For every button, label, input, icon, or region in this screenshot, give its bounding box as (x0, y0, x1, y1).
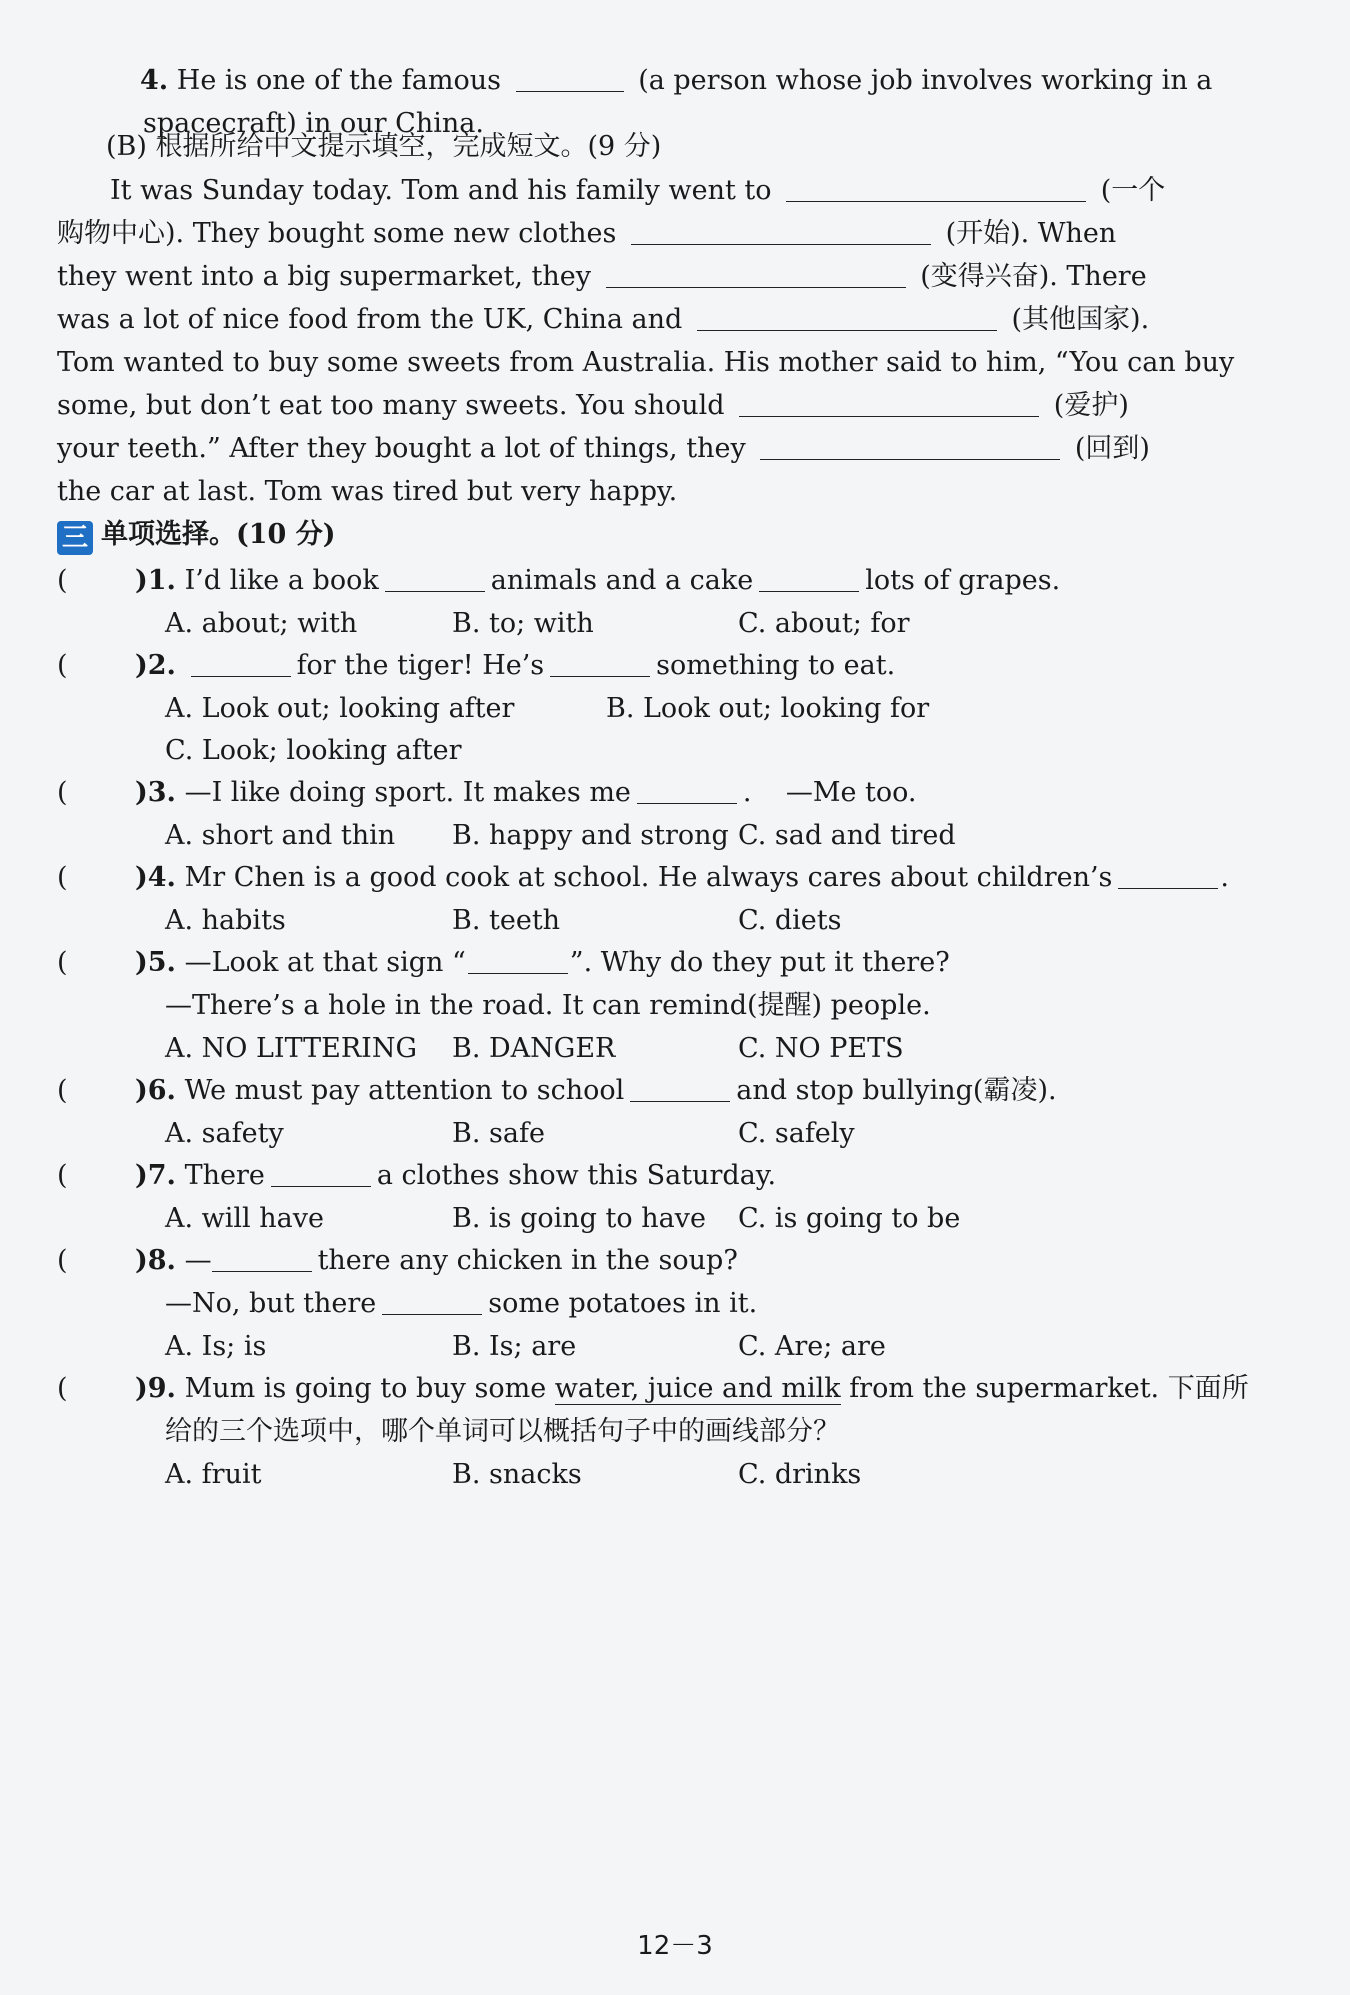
question-text: We must pay attention to school (184, 1075, 625, 1106)
option-b[interactable]: B. Is; are (452, 1331, 577, 1362)
question-number: )1. (135, 565, 176, 596)
option-c[interactable]: C. NO PETS (738, 1033, 904, 1064)
option-a[interactable]: A. fruit (165, 1459, 262, 1490)
question-text: there any chicken in the soup? (317, 1245, 738, 1276)
option-c[interactable]: C. about; for (738, 608, 910, 639)
answer-blank (382, 1290, 482, 1315)
answer-blank (385, 567, 485, 592)
question-1 (57, 563, 1060, 599)
passage-hint: (开始). When (945, 218, 1117, 249)
question-text: animals and a cake (490, 565, 754, 596)
question-8-line2 (165, 1286, 757, 1322)
part-b-title: (B) 根据所给中文提示填空，完成短文。(9 分) (106, 131, 662, 162)
answer-blank[interactable] (760, 435, 1060, 460)
option-a[interactable]: A. Look out; looking after (165, 693, 515, 724)
answer-blank (637, 779, 737, 804)
option-b[interactable]: B. Look out; looking for (606, 693, 930, 724)
question-number: )4. (135, 862, 176, 893)
section-title: 单项选择。(10 分) (101, 519, 336, 550)
question-9-line2: 给的三个选项中，哪个单词可以概括句子中的画线部分？ (165, 1416, 840, 1447)
question-6 (57, 1073, 1057, 1109)
question-text: I’d like a book (184, 565, 379, 596)
answer-paren[interactable]: ( (57, 1160, 68, 1191)
option-c[interactable]: C. is going to be (738, 1203, 961, 1234)
question-text: ”. Why do they put it there? (569, 947, 950, 978)
question-text: —No, but there (165, 1288, 377, 1319)
answer-paren[interactable]: ( (57, 650, 68, 681)
option-b[interactable]: B. is going to have (452, 1203, 706, 1234)
answer-blank[interactable] (786, 177, 1086, 202)
passage-text: your teeth.” After they bought a lot of things, they (57, 433, 746, 464)
answer-blank[interactable] (606, 263, 906, 288)
question-number: )7. (135, 1160, 176, 1191)
question-text: Mum is going to buy some (184, 1373, 547, 1404)
question-text: . (742, 777, 752, 808)
option-a[interactable]: A. Is; is (165, 1331, 267, 1362)
answer-blank[interactable] (739, 392, 1039, 417)
passage-line-7 (57, 431, 1150, 467)
passage-text: they went into a big supermarket, they (57, 261, 591, 292)
option-b[interactable]: B. snacks (452, 1459, 582, 1490)
option-b[interactable]: B. happy and strong (452, 820, 729, 851)
answer-blank (1118, 864, 1218, 889)
passage-line-1 (110, 173, 1165, 209)
section-badge: 三 (57, 521, 93, 555)
question-3 (57, 775, 917, 811)
option-b[interactable]: B. DANGER (452, 1033, 616, 1064)
question-text: He is one of the famous (176, 65, 501, 96)
question-hint: (a person whose job involves working in a (638, 65, 1213, 96)
passage-hint: (一个 (1100, 175, 1166, 206)
question-number: )3. (135, 777, 176, 808)
answer-paren[interactable]: ( (57, 862, 68, 893)
answer-blank[interactable] (697, 306, 997, 331)
question-number: )2. (135, 650, 176, 681)
answer-blank (759, 567, 859, 592)
question-text: Mr Chen is a good cook at school. He always cares about children’s (184, 862, 1113, 893)
question-text: some potatoes in it. (488, 1288, 758, 1319)
question-4 (57, 860, 1229, 896)
answer-blank[interactable] (631, 220, 931, 245)
option-c[interactable]: C. Are; are (738, 1331, 886, 1362)
question-text: a clothes show this Saturday. (376, 1160, 777, 1191)
option-a[interactable]: A. will have (165, 1203, 324, 1234)
answer-blank (271, 1162, 371, 1187)
question-number: 4. (140, 65, 169, 96)
answer-paren[interactable]: ( (57, 1373, 68, 1404)
answer-paren[interactable]: ( (57, 1075, 68, 1106)
question-text: . (1220, 862, 1230, 893)
option-a[interactable]: A. about; with (165, 608, 358, 639)
passage-hint: (回到) (1074, 433, 1150, 464)
page-number: 12－3 (637, 1931, 713, 1961)
question-4-line2 (143, 88, 484, 139)
question-text: — (184, 1245, 212, 1276)
passage-text: 购物中心). They bought some new clothes (57, 218, 617, 249)
question-text: from the supermarket. 下面所 (849, 1373, 1249, 1404)
answer-blank[interactable] (516, 67, 624, 92)
passage-line-5: Tom wanted to buy some sweets from Australia. His mother said to him, “You can buy (57, 347, 1235, 378)
answer-blank (468, 949, 568, 974)
passage-text: some, but don’t eat too many sweets. You should (57, 390, 725, 421)
question-2 (57, 648, 895, 684)
option-c[interactable]: C. sad and tired (738, 820, 956, 851)
question-text: —Me too. (785, 777, 917, 808)
underlined-phrase: water, juice and milk (554, 1373, 841, 1404)
question-text: and stop bullying(霸凌). (736, 1075, 1057, 1106)
answer-blank (630, 1077, 730, 1102)
question-8 (57, 1243, 738, 1279)
option-a[interactable]: A. short and thin (165, 820, 396, 851)
answer-blank (191, 652, 291, 677)
option-a[interactable]: A. NO LITTERING (165, 1033, 418, 1064)
answer-paren[interactable]: ( (57, 777, 68, 808)
question-number: )6. (135, 1075, 176, 1106)
question-text: —Look at that sign “ (184, 947, 466, 978)
question-7 (57, 1158, 776, 1194)
answer-paren[interactable]: ( (57, 565, 68, 596)
passage-text: was a lot of nice food from the UK, China and (57, 304, 683, 335)
passage-line-8: the car at last. Tom was tired but very happy. (57, 476, 678, 507)
answer-blank (550, 652, 650, 677)
option-b[interactable]: B. to; with (452, 608, 594, 639)
passage-line-2 (57, 216, 1116, 252)
question-5 (57, 945, 950, 981)
option-b[interactable]: B. safe (452, 1118, 545, 1149)
option-b[interactable]: B. teeth (452, 905, 561, 936)
passage-text: It was Sunday today. Tom and his family went to (110, 175, 772, 206)
question-text: something to eat. (656, 650, 896, 681)
passage-line-4 (57, 302, 1149, 338)
question-number: )5. (135, 947, 176, 978)
option-c[interactable]: C. safely (738, 1118, 855, 1149)
option-c[interactable]: C. Look; looking after (165, 735, 462, 766)
answer-paren[interactable]: ( (57, 1245, 68, 1276)
option-c[interactable]: C. drinks (738, 1459, 862, 1490)
question-text: spacecraft) in our China. (143, 108, 484, 139)
option-a[interactable]: A. safety (165, 1118, 284, 1149)
question-9 (57, 1371, 1249, 1407)
question-number: )8. (135, 1245, 176, 1276)
passage-hint: (变得兴奋). There (920, 261, 1147, 292)
question-text: for the tiger! He’s (296, 650, 545, 681)
section-3-header (57, 517, 336, 555)
question-number: )9. (135, 1373, 176, 1404)
question-5-line2: —There’s a hole in the road. It can remind(提醒) people. (165, 990, 931, 1021)
answer-blank (212, 1247, 312, 1272)
passage-hint: (爱护) (1053, 390, 1129, 421)
passage-line-3 (57, 259, 1147, 295)
option-a[interactable]: A. habits (165, 905, 286, 936)
passage-line-6 (57, 388, 1129, 424)
question-text: —I like doing sport. It makes me (184, 777, 631, 808)
question-text: There (184, 1160, 265, 1191)
option-c[interactable]: C. diets (738, 905, 842, 936)
answer-paren[interactable]: ( (57, 947, 68, 978)
question-text: lots of grapes. (865, 565, 1061, 596)
passage-hint: (其他国家). (1011, 304, 1150, 335)
